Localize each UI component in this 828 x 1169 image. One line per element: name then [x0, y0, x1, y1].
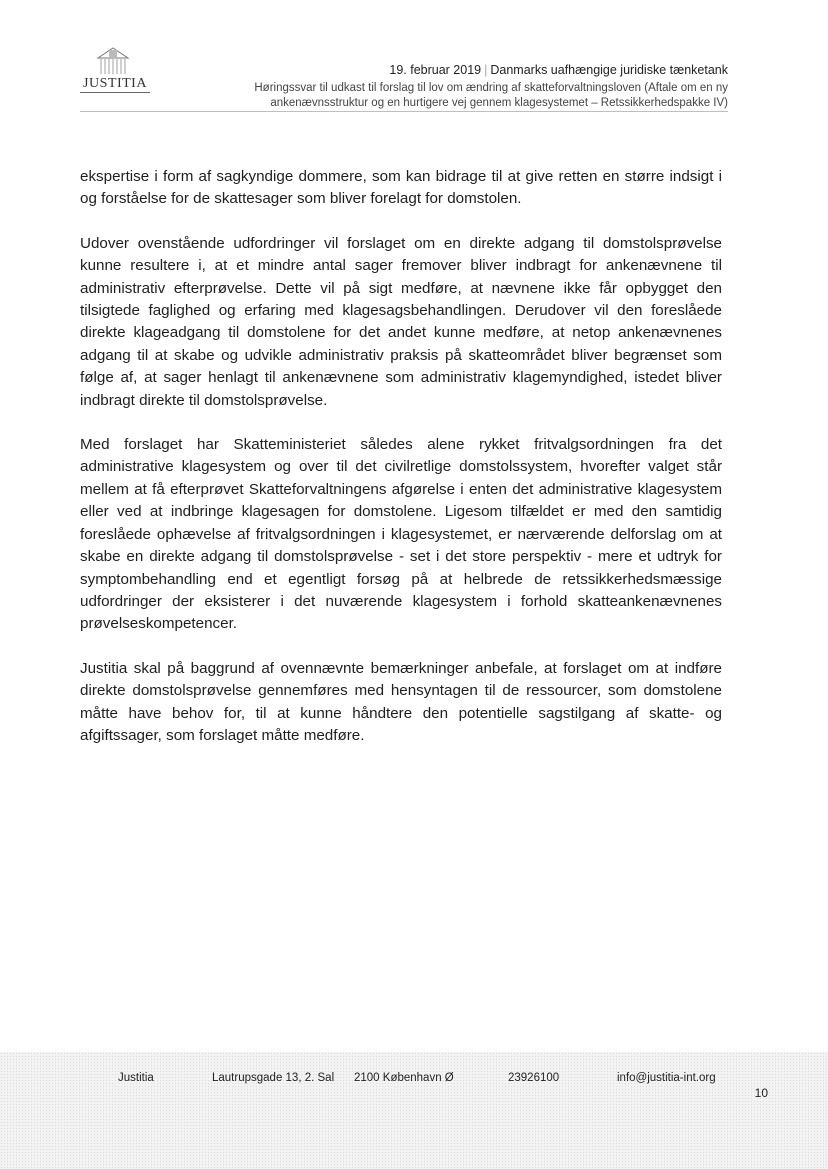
- header-date: 19. februar 2019: [389, 63, 482, 77]
- footer-name: Justitia: [118, 1072, 154, 1084]
- page-footer: [0, 1052, 828, 1169]
- header-org: Danmarks uafhængige juridiske tænketank: [490, 63, 728, 77]
- footer-email[interactable]: info@justitia-int.org: [617, 1072, 716, 1084]
- header-subtitle-line2: ankenævnsstruktur og en hurtigere vej gennem klagesystemet – Retssikkerhedspakke IV): [270, 97, 728, 109]
- page-header: [254, 63, 728, 111]
- logo-wordmark: JUSTITIA: [80, 76, 150, 93]
- paragraph: Justitia skal på baggrund af ovennævnte bemærkninger anbefale, at forslaget om at indføre direkte domstolsprøvelse gennemføres med hensyntagen til de ressourcer, som domstolene måtte have behov for, til at kunne håndtere den potentielle sagstilgang af skatte- og afgiftssager, som forslaget måtte medføre.: [80, 659, 722, 744]
- document-body: [80, 166, 722, 769]
- header-date-line: 19. februar 2019 | Danmarks uafhængige juridiske tænketank: [389, 63, 728, 77]
- footer-phone: 23926100: [508, 1072, 560, 1084]
- footer-address: Lautrupsgade 13, 2. Sal: [212, 1072, 335, 1084]
- page-number: 10: [754, 1086, 768, 1100]
- building-logo-icon: [96, 46, 130, 76]
- header-subtitle-line1: Høringssvar til udkast til forslag til lov om ændring af skatteforvaltningsloven (Aftale om en ny: [254, 82, 728, 94]
- header-divider: [80, 111, 728, 112]
- footer-city: 2100 København Ø: [354, 1072, 454, 1084]
- paragraph: Med forslaget har Skatteministeriet således alene rykket fritvalgsordningen fra det administrative klagesystem og over til det civilretlige domstolssystem, hvorefter valget står mellem at få efterprøvet Skatteforvaltningens afgørelse i enten det administrative klagesystem eller ved at indbringe klagesagen for domstolene. Ligesom tilfældet er med den samtidig foreslåede ophævelse af fritvalgsordningen i klagesystemet, er nærværende delforslag om at skabe en direkte adgang til domstolsprøvelse - set i det store perspektiv - mere et udtryk for symptombehandling end et egentligt forsøg på at helbrede de retssikkerhedsmæssige udfordringer der eksisterer i det nuværende klagesystem i forhold skatteankenævnenes prøvelseskompetencer.: [80, 436, 722, 633]
- paragraph: ekspertise i form af sagkyndige dommere, som kan bidrage til at give retten en større indsigt i og forståelse for de skattesager som bliver forelagt for domstolen.: [80, 168, 722, 208]
- paragraph: Udover ovenstående udfordringer vil forslaget om en direkte adgang til domstolsprøvelse kunne resultere i, at et mindre antal sager fremover bliver indbragt for ankenævnene til administrativ efterprøvelse. Dette vil på sigt medføre, at nævnene ikke får opbygget den tilsigtede faglighed og erfaring med klagesagsbehandlingen. Derudover vil den foreslåede direkte klageadgang til domstolene for det andet kunne medføre, at netop ankenævnenes adgang til at skabe og udvikle administrativ praksis på skatteområdet bliver begrænset som følge af, at sager henlagt til ankenævnene som administrativ klagemyndighed, istedet bliver indbragt direkte til domstolsprøvelse.: [80, 234, 722, 409]
- justitia-logo: [80, 46, 152, 96]
